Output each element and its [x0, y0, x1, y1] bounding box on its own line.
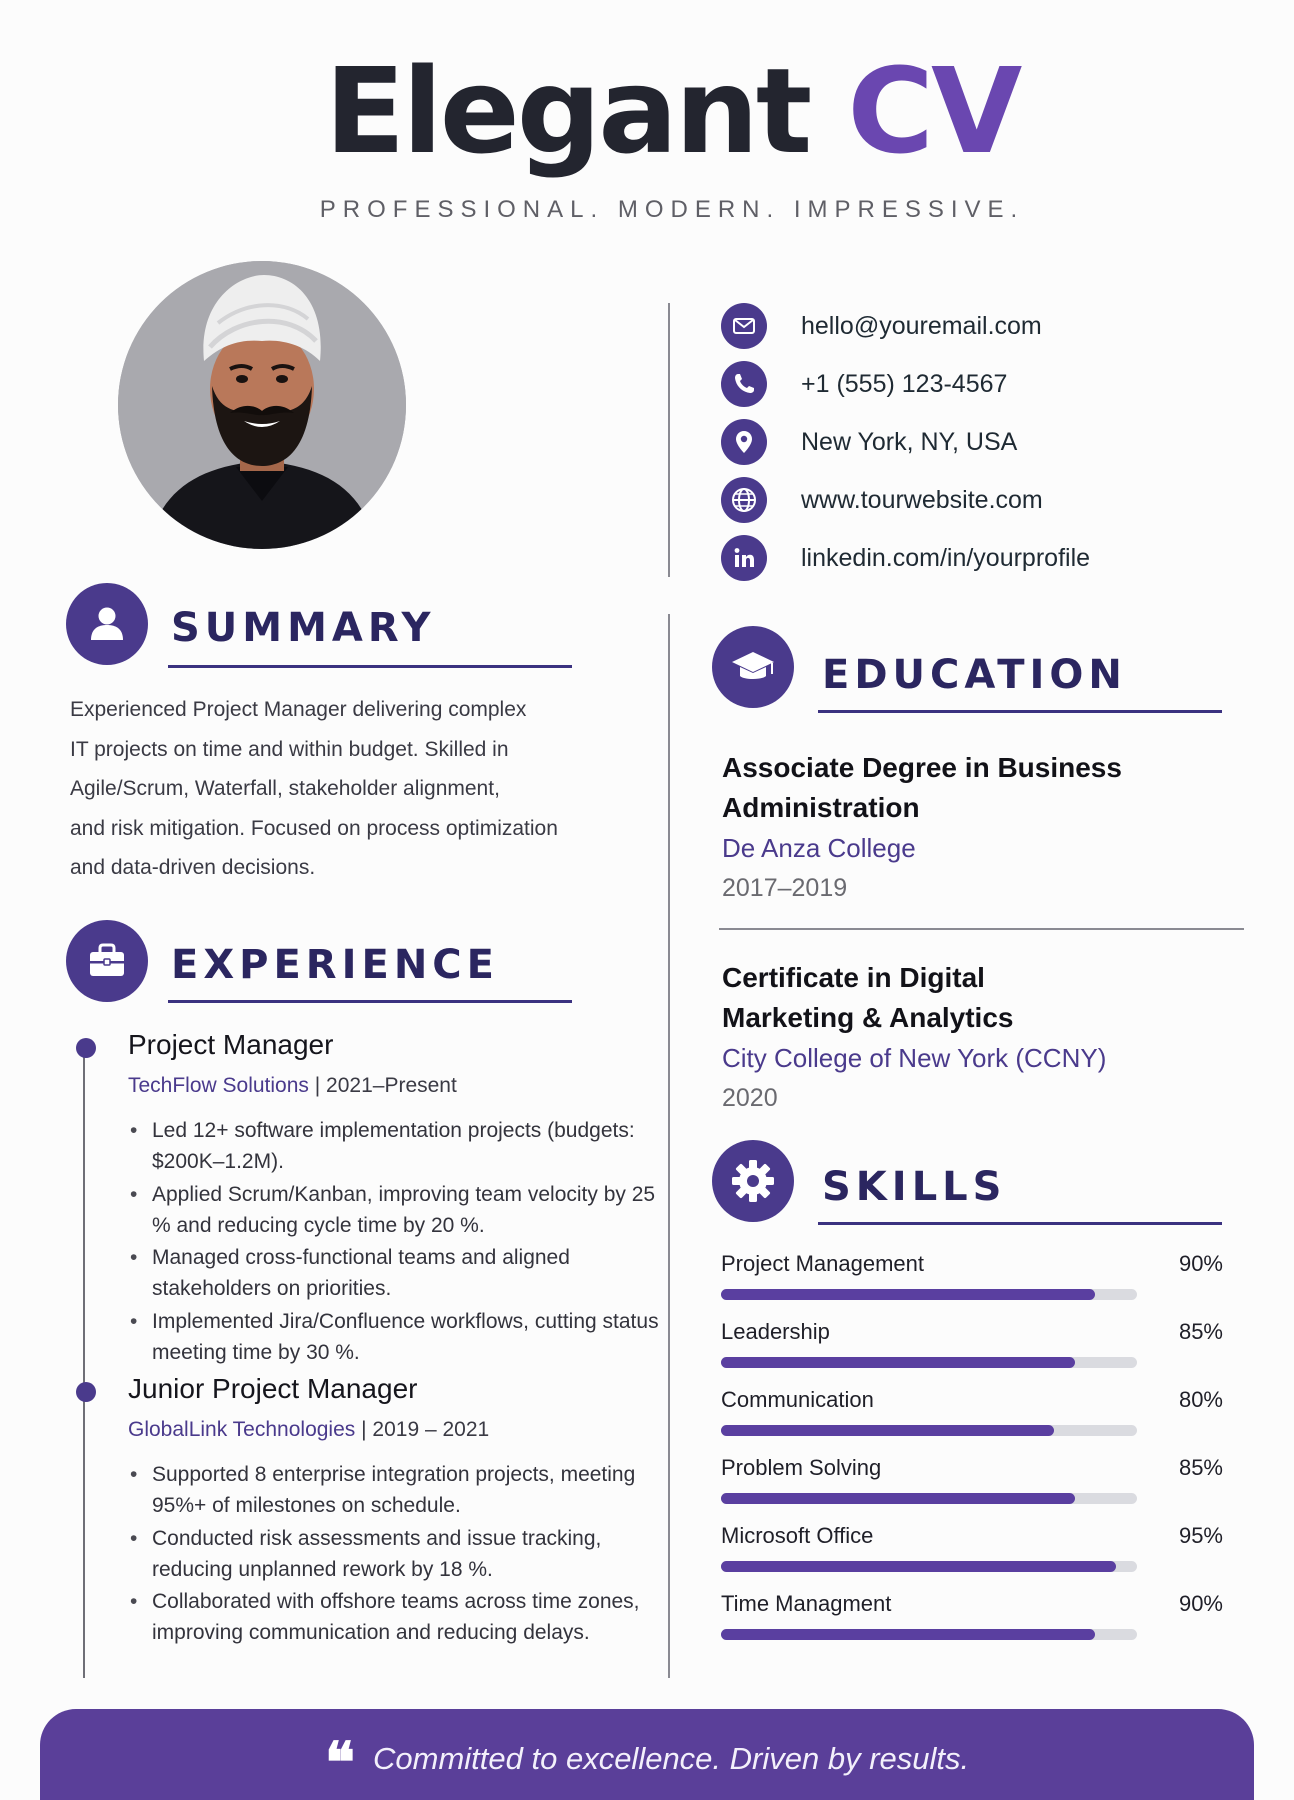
- skill-percent: 95%: [1178, 1523, 1223, 1548]
- job-bullet: • Led 12+ software implementation projects (budgets: $200K–1.2M).: [152, 1115, 672, 1177]
- contact-website-text: www.tourwebsite.com: [801, 485, 1043, 514]
- education-year: 2020: [722, 1084, 778, 1112]
- education-item: [722, 958, 1242, 1118]
- skill-name: Time Managment: [721, 1591, 892, 1616]
- summary-line: and risk mitigation. Focused on process optimization: [70, 816, 558, 840]
- job-company: TechFlow Solutions: [128, 1074, 309, 1097]
- skill-name: Communication: [721, 1387, 874, 1412]
- divider-top: [668, 303, 670, 577]
- skill-row: [721, 1387, 1221, 1455]
- education-degree: Associate Degree in Business: [722, 752, 1122, 783]
- graduation-cap-icon: [712, 626, 794, 708]
- summary-line: Experienced Project Manager delivering complex: [70, 698, 527, 721]
- skill-name: Project Management: [721, 1251, 924, 1276]
- experience-title: EXPERIENCE: [171, 942, 499, 988]
- skill-percent: 85%: [1178, 1319, 1223, 1344]
- skill-row: [721, 1319, 1221, 1387]
- skill-bar-track: [721, 1493, 1137, 1504]
- job-bullet: • Managed cross-functional teams and aligned stakeholders on priorities.: [152, 1242, 672, 1304]
- skill-bar-track: [721, 1289, 1137, 1300]
- skill-name: Leadership: [721, 1319, 830, 1344]
- skill-bar-track: [721, 1561, 1137, 1572]
- job-dates: | 2021–Present: [308, 1074, 457, 1097]
- location-pin-icon: [721, 419, 767, 465]
- skills-title: SKILLS: [822, 1164, 1007, 1210]
- job-bullet: • Implemented Jira/Confluence workflows, cutting status meeting time by 30 %.: [152, 1306, 672, 1368]
- skill-bar-fill: [721, 1289, 1095, 1300]
- skill-percent: 90%: [1178, 1251, 1223, 1276]
- summary-rule: [168, 665, 572, 668]
- linkedin-icon: [721, 535, 767, 581]
- job-bullets: [152, 1115, 672, 1369]
- skill-percent: 90%: [1178, 1591, 1223, 1616]
- skill-bar-track: [721, 1425, 1137, 1436]
- education-rule: [818, 710, 1222, 713]
- job-bullet: • Collaborated with offshore teams across time zones, improving communication and reducing delays.: [152, 1586, 672, 1648]
- education-divider: [719, 928, 1244, 930]
- quote-text: Committed to excellence. Driven by results.: [373, 1741, 970, 1776]
- contact-linkedin-text: linkedin.com/in/yourprofile: [801, 543, 1091, 572]
- skill-percent: 80%: [1178, 1387, 1223, 1412]
- experience-timeline: [83, 1046, 85, 1678]
- contact-email[interactable]: [721, 297, 1090, 355]
- skill-bar-fill: [721, 1425, 1054, 1436]
- skill-row: [721, 1591, 1221, 1659]
- contact-location-text: New York, NY, USA: [801, 427, 1018, 456]
- skill-name: Microsoft Office: [721, 1523, 874, 1548]
- education-degree: Administration: [722, 792, 920, 823]
- email-icon: [721, 303, 767, 349]
- skill-bar-fill: [721, 1493, 1075, 1504]
- quote-mark-icon: ❝: [324, 1730, 355, 1796]
- timeline-dot: [76, 1382, 96, 1402]
- skill-row: [721, 1251, 1221, 1319]
- skill-bar-fill: [721, 1357, 1075, 1368]
- skill-row: [721, 1523, 1221, 1591]
- skill-bar-fill: [721, 1629, 1095, 1640]
- job-dates: | 2019 – 2021: [355, 1418, 490, 1441]
- skill-percent: 85%: [1178, 1455, 1223, 1480]
- contact-email-text: hello@youremail.com: [801, 311, 1042, 340]
- summary-title: SUMMARY: [171, 605, 436, 651]
- skill-bar-track: [721, 1629, 1137, 1640]
- education-heading: [712, 626, 1222, 716]
- job-bullet: • Conducted risk assessments and issue tracking, reducing unplanned rework by 18 %.: [152, 1523, 672, 1585]
- education-degree: Marketing & Analytics: [722, 1002, 1014, 1033]
- education-item: [722, 748, 1242, 908]
- job-meta: [128, 1074, 457, 1098]
- phone-icon: [721, 361, 767, 407]
- job-bullet: • Applied Scrum/Kanban, improving team velocity by 25 % and reducing cycle time by 20 %.: [152, 1179, 672, 1241]
- education-school: De Anza College: [722, 833, 916, 863]
- skills-rule: [818, 1222, 1222, 1225]
- title-main: Elegant: [324, 42, 810, 180]
- job-title: Junior Project Manager: [128, 1373, 418, 1404]
- job-bullet: • Supported 8 enterprise integration projects, meeting 95%+ of milestones on schedule.: [152, 1459, 672, 1521]
- job-meta: [128, 1418, 489, 1442]
- skills-list: [721, 1251, 1221, 1659]
- summary-heading: [66, 583, 576, 673]
- education-title: EDUCATION: [822, 652, 1127, 698]
- title-accent: CV: [847, 42, 1020, 180]
- experience-heading: [66, 920, 576, 1010]
- skill-row: [721, 1455, 1221, 1523]
- contact-phone-text: +1 (555) 123-4567: [801, 369, 1008, 398]
- job-bullets: [152, 1459, 672, 1650]
- tagline: PROFESSIONAL. MODERN. IMPRESSIVE.: [319, 196, 1025, 223]
- summary-text: [70, 690, 590, 888]
- summary-line: Agile/Scrum, Waterfall, stakeholder alignment,: [70, 777, 500, 800]
- skill-name: Problem Solving: [721, 1455, 882, 1480]
- education-school: City College of New York (CCNY): [722, 1043, 1107, 1073]
- experience-rule: [168, 1000, 572, 1003]
- person-icon: [66, 583, 148, 665]
- contact-phone[interactable]: [721, 355, 1090, 413]
- contact-linkedin[interactable]: [721, 529, 1090, 587]
- contact-location: [721, 413, 1090, 471]
- summary-line: IT projects on time and within budget. Skilled in: [70, 737, 509, 761]
- gear-icon: [712, 1140, 794, 1222]
- skill-bar-track: [721, 1357, 1137, 1368]
- education-degree: Certificate in Digital: [722, 962, 985, 993]
- summary-line: and data-driven decisions.: [70, 856, 316, 879]
- cv-header: [0, 42, 1294, 224]
- job-title: Project Manager: [128, 1029, 334, 1060]
- timeline-dot: [76, 1038, 96, 1058]
- profile-photo: [118, 261, 406, 549]
- education-year: 2017–2019: [722, 874, 848, 902]
- skill-bar-fill: [721, 1561, 1116, 1572]
- contact-website[interactable]: [721, 471, 1090, 529]
- globe-icon: [721, 477, 767, 523]
- quote-banner: [40, 1709, 1254, 1800]
- contact-list: [721, 297, 1090, 587]
- job-company: GlobalLink Technologies: [128, 1418, 356, 1441]
- portrait-illustration: [118, 261, 406, 549]
- briefcase-icon: [66, 920, 148, 1002]
- cv-title: [0, 42, 1294, 180]
- skills-heading: [712, 1140, 1222, 1230]
